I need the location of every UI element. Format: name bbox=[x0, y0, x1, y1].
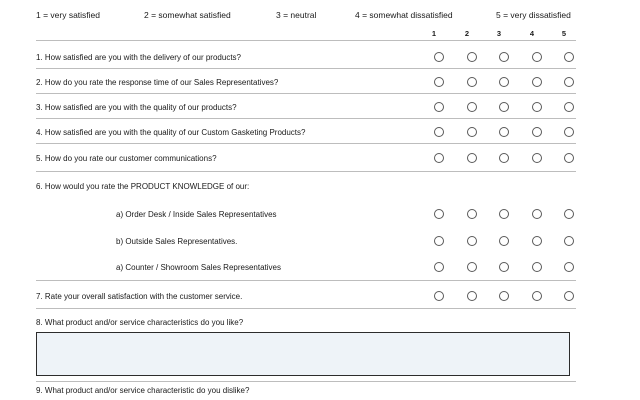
q9-heading: 9. What product and/or service characteristic do you dislike? bbox=[36, 386, 250, 395]
question-row-q1 bbox=[0, 52, 640, 66]
question-row-q3 bbox=[0, 102, 640, 116]
legend-2: 2 = somewhat satisfied bbox=[144, 10, 231, 20]
q2-radio-4[interactable] bbox=[532, 77, 542, 87]
q7-radio-3[interactable] bbox=[499, 291, 509, 301]
question-label: b) Outside Sales Representatives. bbox=[116, 237, 238, 246]
q6b-radio-5[interactable] bbox=[564, 236, 574, 246]
row-divider bbox=[36, 93, 576, 94]
legend-4: 4 = somewhat dissatisfied bbox=[355, 10, 453, 20]
q1-radio-3[interactable] bbox=[499, 52, 509, 62]
q6a-radio-3[interactable] bbox=[499, 209, 509, 219]
rating-scale-legend bbox=[0, 10, 640, 24]
q3-radio-2[interactable] bbox=[467, 102, 477, 112]
question-label: a) Counter / Showroom Sales Representatives bbox=[116, 263, 281, 272]
q4-radio-4[interactable] bbox=[532, 127, 542, 137]
q3-radio-3[interactable] bbox=[499, 102, 509, 112]
q2-radio-2[interactable] bbox=[467, 77, 477, 87]
question-row-q6b bbox=[0, 236, 640, 250]
q8-heading: 8. What product and/or service characteristics do you like? bbox=[36, 318, 244, 327]
col-3: 3 bbox=[496, 29, 502, 38]
legend-3: 3 = neutral bbox=[276, 10, 317, 20]
q3-radio-5[interactable] bbox=[564, 102, 574, 112]
row-divider bbox=[36, 171, 576, 172]
q4-radio-1[interactable] bbox=[434, 127, 444, 137]
question-row-q4 bbox=[0, 127, 640, 141]
q4-radio-5[interactable] bbox=[564, 127, 574, 137]
q6c-radio-4[interactable] bbox=[532, 262, 542, 272]
q6b-radio-3[interactable] bbox=[499, 236, 509, 246]
q6-heading: 6. How would you rate the PRODUCT KNOWLEDGE of our: bbox=[36, 182, 250, 191]
q8-answer-field[interactable] bbox=[36, 332, 570, 376]
row-divider bbox=[36, 308, 576, 309]
q7-radio-2[interactable] bbox=[467, 291, 477, 301]
q1-radio-2[interactable] bbox=[467, 52, 477, 62]
q7-radio-1[interactable] bbox=[434, 291, 444, 301]
question-label: 7. Rate your overall satisfaction with the customer service. bbox=[36, 292, 243, 301]
q1-radio-4[interactable] bbox=[532, 52, 542, 62]
col-2: 2 bbox=[464, 29, 470, 38]
header-divider bbox=[36, 40, 576, 41]
q3-radio-1[interactable] bbox=[434, 102, 444, 112]
row-divider bbox=[36, 68, 576, 69]
q6a-radio-1[interactable] bbox=[434, 209, 444, 219]
q6a-radio-4[interactable] bbox=[532, 209, 542, 219]
col-4: 4 bbox=[529, 29, 535, 38]
question-label: 1. How satisfied are you with the delivery of our products? bbox=[36, 53, 241, 62]
q5-radio-4[interactable] bbox=[532, 153, 542, 163]
legend-1: 1 = very satisfied bbox=[36, 10, 101, 20]
question-label: 4. How satisfied are you with the quality of our Custom Gasketing Products? bbox=[36, 128, 306, 137]
question-label: a) Order Desk / Inside Sales Representatives bbox=[116, 210, 277, 219]
q5-radio-1[interactable] bbox=[434, 153, 444, 163]
question-label: 2. How do you rate the response time of our Sales Representatives? bbox=[36, 78, 279, 87]
col-5: 5 bbox=[561, 29, 567, 38]
q6c-radio-5[interactable] bbox=[564, 262, 574, 272]
q5-radio-2[interactable] bbox=[467, 153, 477, 163]
legend-5: 5 = very dissatisfied bbox=[496, 10, 571, 20]
q2-radio-1[interactable] bbox=[434, 77, 444, 87]
q6b-radio-2[interactable] bbox=[467, 236, 477, 246]
q4-radio-2[interactable] bbox=[467, 127, 477, 137]
question-row-q5 bbox=[0, 153, 640, 167]
q6c-radio-3[interactable] bbox=[499, 262, 509, 272]
q7-radio-4[interactable] bbox=[532, 291, 542, 301]
question-label: 5. How do you rate our customer communications? bbox=[36, 154, 217, 163]
q2-radio-3[interactable] bbox=[499, 77, 509, 87]
q4-radio-3[interactable] bbox=[499, 127, 509, 137]
question-row-q6a bbox=[0, 209, 640, 223]
q6c-radio-2[interactable] bbox=[467, 262, 477, 272]
q1-radio-1[interactable] bbox=[434, 52, 444, 62]
q6a-radio-5[interactable] bbox=[564, 209, 574, 219]
question-row-q2 bbox=[0, 77, 640, 91]
row-divider bbox=[36, 118, 576, 119]
q5-radio-5[interactable] bbox=[564, 153, 574, 163]
q6b-radio-4[interactable] bbox=[532, 236, 542, 246]
q5-radio-3[interactable] bbox=[499, 153, 509, 163]
col-1: 1 bbox=[431, 29, 437, 38]
question-row-q7 bbox=[0, 291, 640, 305]
q7-radio-5[interactable] bbox=[564, 291, 574, 301]
q6c-radio-1[interactable] bbox=[434, 262, 444, 272]
row-divider bbox=[36, 280, 576, 281]
question-label: 3. How satisfied are you with the quality of our products? bbox=[36, 103, 237, 112]
q6b-radio-1[interactable] bbox=[434, 236, 444, 246]
q6a-radio-2[interactable] bbox=[467, 209, 477, 219]
q3-radio-4[interactable] bbox=[532, 102, 542, 112]
row-divider bbox=[36, 381, 576, 382]
q1-radio-5[interactable] bbox=[564, 52, 574, 62]
row-divider bbox=[36, 143, 576, 144]
question-row-q6c bbox=[0, 262, 640, 276]
q2-radio-5[interactable] bbox=[564, 77, 574, 87]
